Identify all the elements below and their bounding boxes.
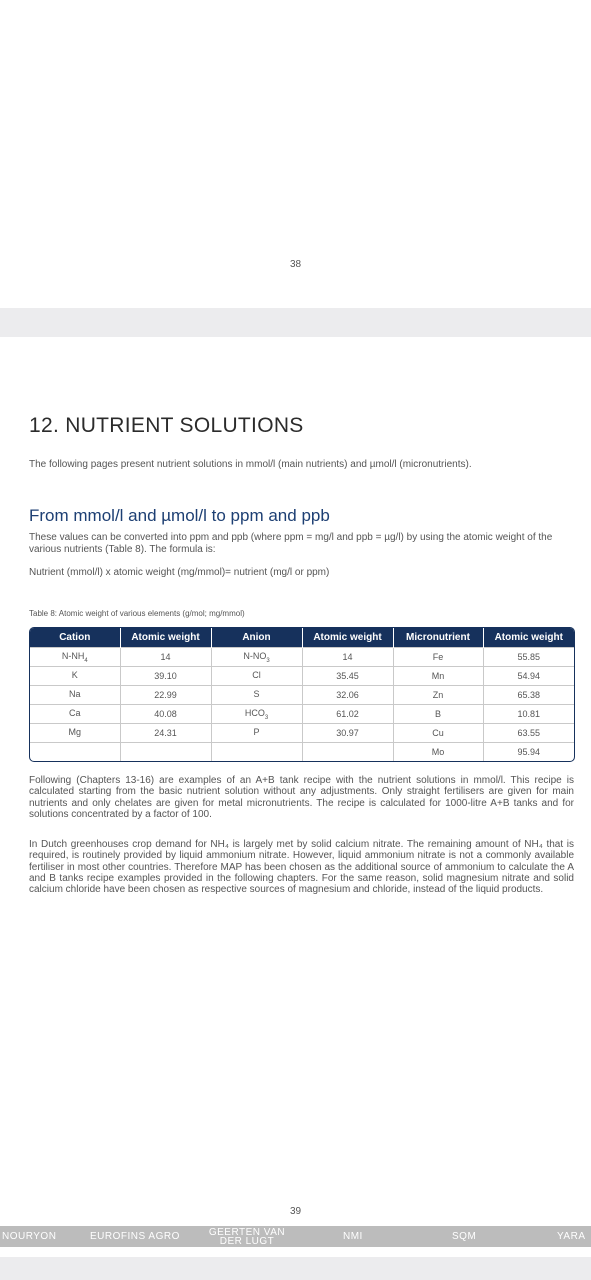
- table-row: [30, 743, 574, 762]
- footer-nmi: NMI: [343, 1231, 363, 1242]
- header-anion-weight: Atomic weight: [302, 628, 393, 648]
- micro-weight-cell: 95.94: [483, 743, 574, 762]
- atomic-weight-table: [29, 627, 575, 762]
- micro-cell: Mn: [393, 667, 483, 686]
- anion-weight-cell: [302, 743, 393, 762]
- table-row: [30, 667, 574, 686]
- anion-weight-cell: 14: [302, 648, 393, 667]
- section-title: From mmol/l and µmol/l to ppm and ppb: [29, 506, 330, 525]
- anion-cell: S: [211, 686, 302, 705]
- section-body: These values can be converted into ppm and ppb (where ppm = mg/l and ppb = µg/l) by using the atomic weight of the various nutrients (Table 8). The formula is:: [29, 532, 553, 555]
- page-38: [0, 0, 591, 308]
- header-micronutrient: Micronutrient: [393, 628, 483, 648]
- chapter-title: 12. NUTRIENT SOLUTIONS: [29, 414, 304, 437]
- micro-cell: B: [393, 705, 483, 724]
- table-row: [30, 648, 574, 667]
- anion-weight-cell: 35.45: [302, 667, 393, 686]
- anion-cell: P: [211, 724, 302, 743]
- cation-cell: K: [30, 667, 120, 686]
- micro-weight-cell: 54.94: [483, 667, 574, 686]
- page-number: 38: [289, 259, 302, 270]
- micro-weight-cell: 65.38: [483, 686, 574, 705]
- anion-weight-cell: 61.02: [302, 705, 393, 724]
- partner-footer: [0, 1226, 591, 1247]
- cation-weight-cell: 14: [120, 648, 211, 667]
- footer-sqm: SQM: [452, 1231, 477, 1242]
- page-number: 39: [289, 1206, 302, 1217]
- cation-cell: [30, 743, 120, 762]
- anion-cell: $HCO_3$: [211, 705, 302, 724]
- table-row: [30, 705, 574, 724]
- footer-yara: YARA: [557, 1231, 586, 1242]
- paragraph-recipe: Following (Chapters 13-16) are examples of an A+B tank recipe with the nutrient solutions in mmol/l. This recipe is calculated starting from the basic nutrient solution without any adjustments. Only straight fertilisers are given for main nutrients and only chelates are given for metal micronutrients. The recipe is calculated for 1000-litre A+B tanks and for solutions concentrated by a factor of 100.: [29, 775, 574, 820]
- footer-nouryon: NOURYON: [2, 1231, 57, 1242]
- micro-cell: Fe: [393, 648, 483, 667]
- table-row: [30, 686, 574, 705]
- anion-weight-cell: 32.06: [302, 686, 393, 705]
- micro-weight-cell: 55.85: [483, 648, 574, 667]
- header-cation: Cation: [30, 628, 120, 648]
- anion-cell: Cl: [211, 667, 302, 686]
- cation-cell: Ca: [30, 705, 120, 724]
- paragraph-dutch-greenhouses: In Dutch greenhouses crop demand for NH₄ is largely met by solid calcium nitrate. The remaining amount of NH₄ that is required, is routinely provided by liquid ammonium nitrate. However, liquid ammonium nitrate is not a commonly available fertiliser in most other countries. Therefore MAP has been chosen as the additional source of ammonium to calculate the A and B tanks recipe examples provided in the following chapters. For the same reason, solid magnesium nitrate and solid calcium chloride have been chosen as respective sources of magnesium and chloride, instead of the liquid products.: [29, 839, 574, 896]
- formula-text: Nutrient (mmol/l) x atomic weight (mg/mmol)= nutrient (mg/l or ppm): [29, 567, 330, 578]
- cation-cell: Na: [30, 686, 120, 705]
- header-anion: Anion: [211, 628, 302, 648]
- table-row: [30, 724, 574, 743]
- table-header-row: [30, 628, 574, 648]
- micro-cell: Cu: [393, 724, 483, 743]
- footer-eurofins-agro: EUROFINS AGRO: [90, 1231, 180, 1242]
- table-caption: Table 8: Atomic weight of various elements (g/mol; mg/mmol): [29, 609, 245, 618]
- micro-weight-cell: 63.55: [483, 724, 574, 743]
- cation-weight-cell: 24.31: [120, 724, 211, 743]
- micro-cell: Zn: [393, 686, 483, 705]
- header-micro-weight: Atomic weight: [483, 628, 574, 648]
- page-39: [0, 337, 591, 1257]
- cation-weight-cell: 40.08: [120, 705, 211, 724]
- anion-cell: [211, 743, 302, 762]
- anion-weight-cell: 30.97: [302, 724, 393, 743]
- intro-text: The following pages present nutrient solutions in mmol/l (main nutrients) and µmol/l (micronutrients).: [29, 459, 472, 470]
- footer-geerten-line2: DER LUGT: [219, 1235, 275, 1247]
- micro-weight-cell: 10.81: [483, 705, 574, 724]
- cation-cell: $N-NH_4$: [30, 648, 120, 667]
- cation-cell: Mg: [30, 724, 120, 743]
- header-cation-weight: Atomic weight: [120, 628, 211, 648]
- cation-weight-cell: 22.99: [120, 686, 211, 705]
- cation-weight-cell: 39.10: [120, 667, 211, 686]
- cation-weight-cell: [120, 743, 211, 762]
- footer-geerten-line1: GEERTEN VAN: [208, 1226, 286, 1238]
- footer-geerten-van-der-lugt: [205, 1228, 289, 1246]
- anion-cell: $N-NO_3$: [211, 648, 302, 667]
- micro-cell: Mo: [393, 743, 483, 762]
